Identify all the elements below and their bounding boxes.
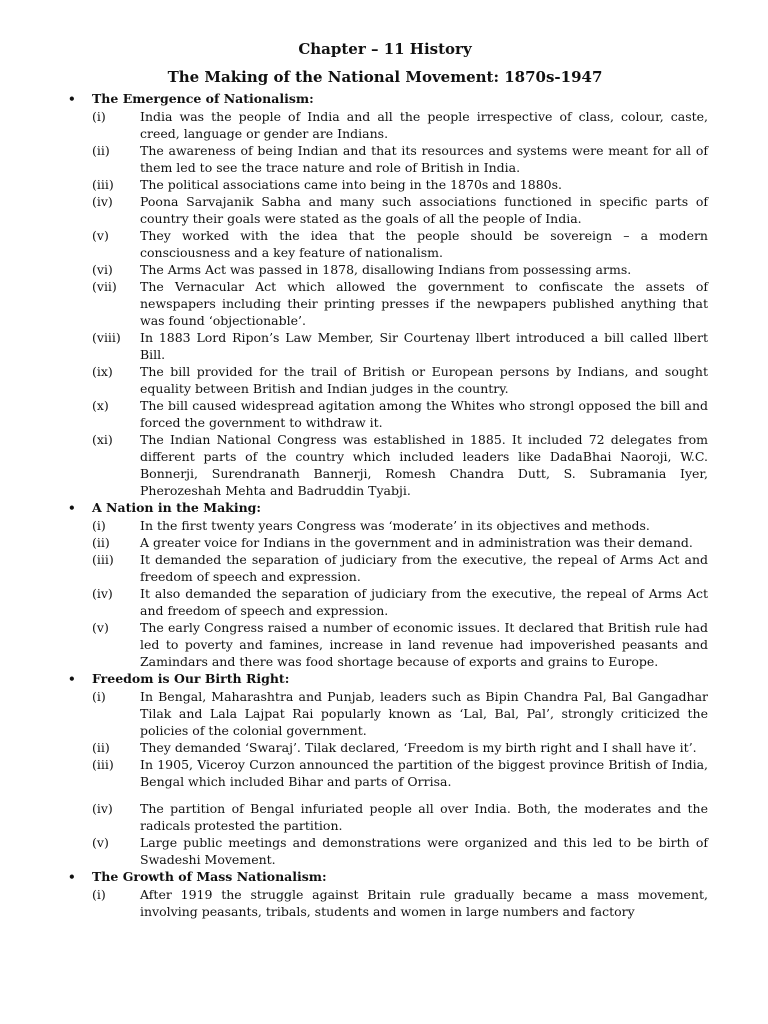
page-title: The Making of the National Movement: 1870s-1947 [167, 68, 603, 86]
section-heading: A Nation in the Making: [92, 500, 262, 515]
item-text: It demanded the separation of judiciary from the executive, the repeal of Arms Act and freedom of speech and expression. [140, 552, 708, 584]
section-heading-row [62, 670, 708, 688]
list-item [62, 431, 708, 499]
list-item [62, 688, 708, 739]
item-number: (x) [92, 398, 109, 413]
section-emergence-of-nationalism [62, 90, 708, 499]
item-number: (i) [92, 109, 106, 124]
item-number: (xi) [92, 432, 113, 447]
list-item [62, 329, 708, 363]
item-text: The Arms Act was passed in 1878, disallowing Indians from possessing arms. [140, 262, 632, 277]
item-text: In 1905, Viceroy Curzon announced the partition of the biggest province British of India, Bengal which included Bihar and parts of Orrisa. [140, 757, 708, 789]
bullet-icon: • [68, 870, 76, 884]
item-number: (i) [92, 518, 106, 533]
list-item [62, 261, 708, 278]
list-item [62, 886, 708, 920]
item-number: (iv) [92, 194, 113, 209]
section-nation-in-the-making [62, 499, 708, 670]
list-item [62, 551, 708, 585]
list-item [62, 227, 708, 261]
list-item [62, 142, 708, 176]
section-freedom-birth-right [62, 670, 708, 868]
item-number: (i) [92, 689, 106, 704]
item-text: The political associations came into being in the 1870s and 1880s. [140, 177, 562, 192]
list-item [62, 800, 708, 834]
item-number: (ix) [92, 364, 113, 379]
item-number: (viii) [92, 330, 121, 345]
item-text: The early Congress raised a number of economic issues. It declared that British rule had led to poverty and famines, increase in land revenue had impoverished peasants and Zamindars and there was food shortage because of exports and grains to Europe. [140, 620, 708, 669]
list-item [62, 193, 708, 227]
chapter-heading: Chapter – 11 History [298, 40, 472, 58]
list-item [62, 176, 708, 193]
section-growth-mass-nationalism [62, 868, 708, 920]
list-item [62, 534, 708, 551]
item-text: After 1919 the struggle against Britain rule gradually became a mass movement, involving peasants, tribals, students and women in large numbers and factory [140, 887, 708, 919]
item-text: It also demanded the separation of judiciary from the executive, the repeal of Arms Act and freedom of speech and expression. [140, 586, 708, 618]
item-number: (iv) [92, 586, 113, 601]
list-item [62, 585, 708, 619]
list-item [62, 108, 708, 142]
item-number: (ii) [92, 740, 110, 755]
item-number: (iii) [92, 757, 114, 772]
section-heading: Freedom is Our Birth Right: [92, 671, 290, 686]
item-text: A greater voice for Indians in the government and in administration was their demand. [140, 535, 693, 550]
list-item [62, 363, 708, 397]
section-heading-row [62, 499, 708, 517]
list-item [62, 739, 708, 756]
item-text: Large public meetings and demonstrations were organized and this led to be birth of Swadeshi Movement. [140, 835, 708, 867]
bullet-icon: • [68, 92, 76, 106]
item-number: (i) [92, 887, 106, 902]
item-number: (iii) [92, 177, 114, 192]
item-text: Poona Sarvajanik Sabha and many such associations functioned in specific parts of country their goals were stated as the goals of all the people of India. [140, 194, 708, 226]
item-text: The bill caused widespread agitation among the Whites who strongl opposed the bill and forced the government to withdraw it. [140, 398, 708, 430]
item-number: (vi) [92, 262, 113, 277]
item-text: In 1883 Lord Ripon’s Law Member, Sir Courtenay llbert introduced a bill called llbert Bill. [140, 330, 708, 362]
item-text: The awareness of being Indian and that its resources and systems were meant for all of them led to see the trace nature and role of British in India. [140, 143, 708, 175]
section-heading: The Growth of Mass Nationalism: [92, 869, 327, 884]
section-heading-row [62, 868, 708, 886]
item-text: They demanded ‘Swaraj’. Tilak declared, ‘Freedom is my birth right and I shall have it’. [140, 740, 697, 755]
spacer [62, 790, 708, 800]
item-text: In Bengal, Maharashtra and Punjab, leaders such as Bipin Chandra Pal, Bal Gangadhar Tilak and Lala Lajpat Rai popularly known as ‘Lal, Bal, Pal’, strongly criticized the policies of the colonial government. [140, 689, 708, 738]
item-number: (iv) [92, 801, 113, 816]
list-item [62, 517, 708, 534]
item-number: (v) [92, 835, 109, 850]
item-number: (ii) [92, 143, 110, 158]
section-heading-row [62, 90, 708, 108]
section-heading: The Emergence of Nationalism: [92, 91, 314, 106]
list-item [62, 397, 708, 431]
item-text: In the first twenty years Congress was ‘moderate’ in its objectives and methods. [140, 518, 650, 533]
item-text: The Vernacular Act which allowed the government to confiscate the assets of newspapers including their printing presses if the newpapers published anything that was found ‘objectionable’. [140, 279, 708, 328]
bullet-icon: • [68, 501, 76, 515]
item-text: The bill provided for the trail of British or European persons by Indians, and sought equality between British and Indian judges in the country. [140, 364, 708, 396]
item-text: They worked with the idea that the people should be sovereign – a modern consciousness and a key feature of nationalism. [140, 228, 708, 260]
item-number: (ii) [92, 535, 110, 550]
list-item [62, 619, 708, 670]
item-number: (iii) [92, 552, 114, 567]
bullet-icon: • [68, 672, 76, 686]
item-text: India was the people of India and all the people irrespective of class, colour, caste, creed, language or gender are Indians. [140, 109, 708, 141]
item-number: (vii) [92, 279, 117, 294]
item-text: The partition of Bengal infuriated people all over India. Both, the moderates and the radicals protested the partition. [140, 801, 708, 833]
item-number: (v) [92, 228, 109, 243]
list-item [62, 756, 708, 790]
list-item [62, 834, 708, 868]
item-number: (v) [92, 620, 109, 635]
item-text: The Indian National Congress was established in 1885. It included 72 delegates from different parts of the country which included leaders like DadaBhai Naoroji, W.C. Bonnerji, Surendranath Bannerji, Romesh Chandra Dutt, S. Subramania Iyer, Pherozeshah Mehta and Badruddin Tyabji. [140, 432, 708, 498]
list-item [62, 278, 708, 329]
